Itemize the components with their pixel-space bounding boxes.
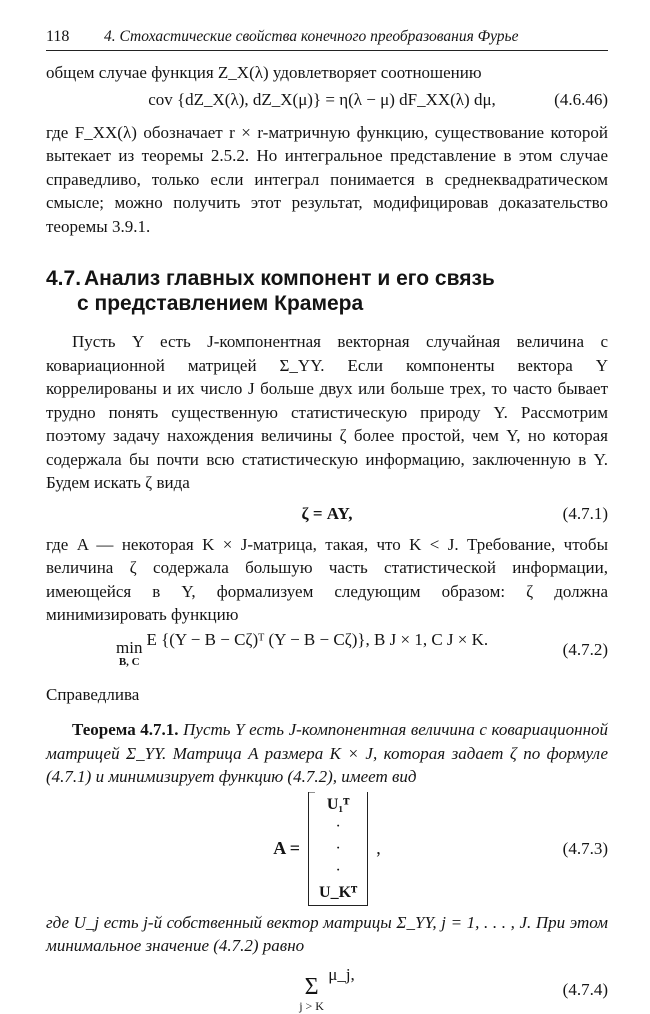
equation-4-7-3 — [46, 793, 608, 905]
matrix-row-3: · — [335, 839, 341, 857]
matrix-row-4: · — [335, 861, 341, 879]
book-page — [46, 28, 608, 1014]
matrix-row-5: U_Kᵀ — [319, 883, 358, 901]
paragraph-3: где U_j есть j-й собственный вектор матрицы Σ_YY, j = 1, . . . , J. При этом минимальное значение (4.7.2) равно — [46, 912, 608, 955]
matrix-lhs: A = — [273, 838, 301, 858]
intro-line: общем случае функция Z_X(λ) удовлетворяет соотношению — [46, 63, 482, 82]
equation-body: cov {dZ_X(λ), dZ_X(μ)} = η(λ − μ) dF_XX(λ) dμ, — [148, 89, 496, 109]
sum-term: μ_j, — [328, 965, 355, 984]
equation-number: (4.7.1) — [562, 503, 608, 523]
sum-operator: Σ j > K — [299, 974, 324, 1013]
equation-4-6-46 — [46, 85, 608, 115]
valid-line: Справедлива — [46, 684, 140, 704]
page-number: 118 — [46, 28, 70, 45]
paragraph-1: Пусть Y есть J-компонентная векторная случайная величина с ковариационной матрицей Σ_YY. Если компоненты вектора Y коррелированы и их число J больше двух или больше трех, то часто бывает трудно понять существенную статистическую природу Y. Рассмотрим поэтому задачу нахождения величины ζ более простой, чем Y, но которая содержала бы почти всю статистическую информацию, заключенную в Y. Будем искать ζ вида — [46, 332, 608, 492]
matrix-row-1: U₁ᵀ — [326, 795, 350, 813]
matrix-comma: , — [376, 838, 381, 858]
theorem-body: Пусть Y есть J-компонентная величина с ковариационной матрицей Σ_YY. Матрица A размера K × J, которая задает ζ по формуле (4.7.1) и минимизирует функцию (4.7.2), имеет вид — [46, 720, 608, 786]
section-title-line2: с представлением Крамера — [77, 292, 364, 315]
equation-number: (4.7.3) — [562, 838, 608, 858]
equation-4-7-2 — [46, 631, 608, 669]
equation-body: ζ = AY, — [301, 503, 353, 523]
section-number: 4.7. — [46, 267, 82, 290]
equation-number: (4.7.2) — [562, 639, 608, 659]
equation-body: E {(Y − B − Cζ)ᵀ (Y − B − Cζ)}, B J × 1, C J × K. — [146, 629, 489, 649]
min-operator: min B, C — [116, 637, 143, 668]
matrix-bracket — [308, 792, 368, 906]
equation-number: (4.6.46) — [554, 89, 608, 109]
section-title-line1: Анализ главных компонент и его связь — [84, 267, 495, 290]
theorem-head: Теорема 4.7.1. — [72, 720, 179, 739]
paragraph-2: где A — некоторая K × J-матрица, такая, что K < J. Требование, чтобы величина ζ содержала большую часть статистической информации, имеющейся в Y, формализуем следующим образом: ζ должна минимизировать функцию — [46, 534, 608, 624]
equation-4-7-1 — [46, 499, 608, 529]
running-header — [46, 28, 608, 51]
running-title: 4. Стохастические свойства конечного преобразования Фурье — [104, 28, 519, 45]
intro-paragraph: где F_XX(λ) обозначает r × r-матричную функцию, существование которой вытекает из теоремы 2.5.2. Но интегральное представление в этом случае справедливо, только если интеграл понимается в среднеквадратическом смысле; можно получить этот результат, модифицировав доказательство теоремы 3.9.1. — [46, 122, 608, 236]
theorem-4-7-1 — [46, 718, 608, 789]
equation-number: (4.7.4) — [562, 979, 608, 999]
matrix-row-2: · — [335, 817, 341, 835]
section-heading — [46, 266, 608, 316]
equation-4-7-4 — [46, 966, 608, 1014]
matrix-A — [273, 792, 380, 906]
